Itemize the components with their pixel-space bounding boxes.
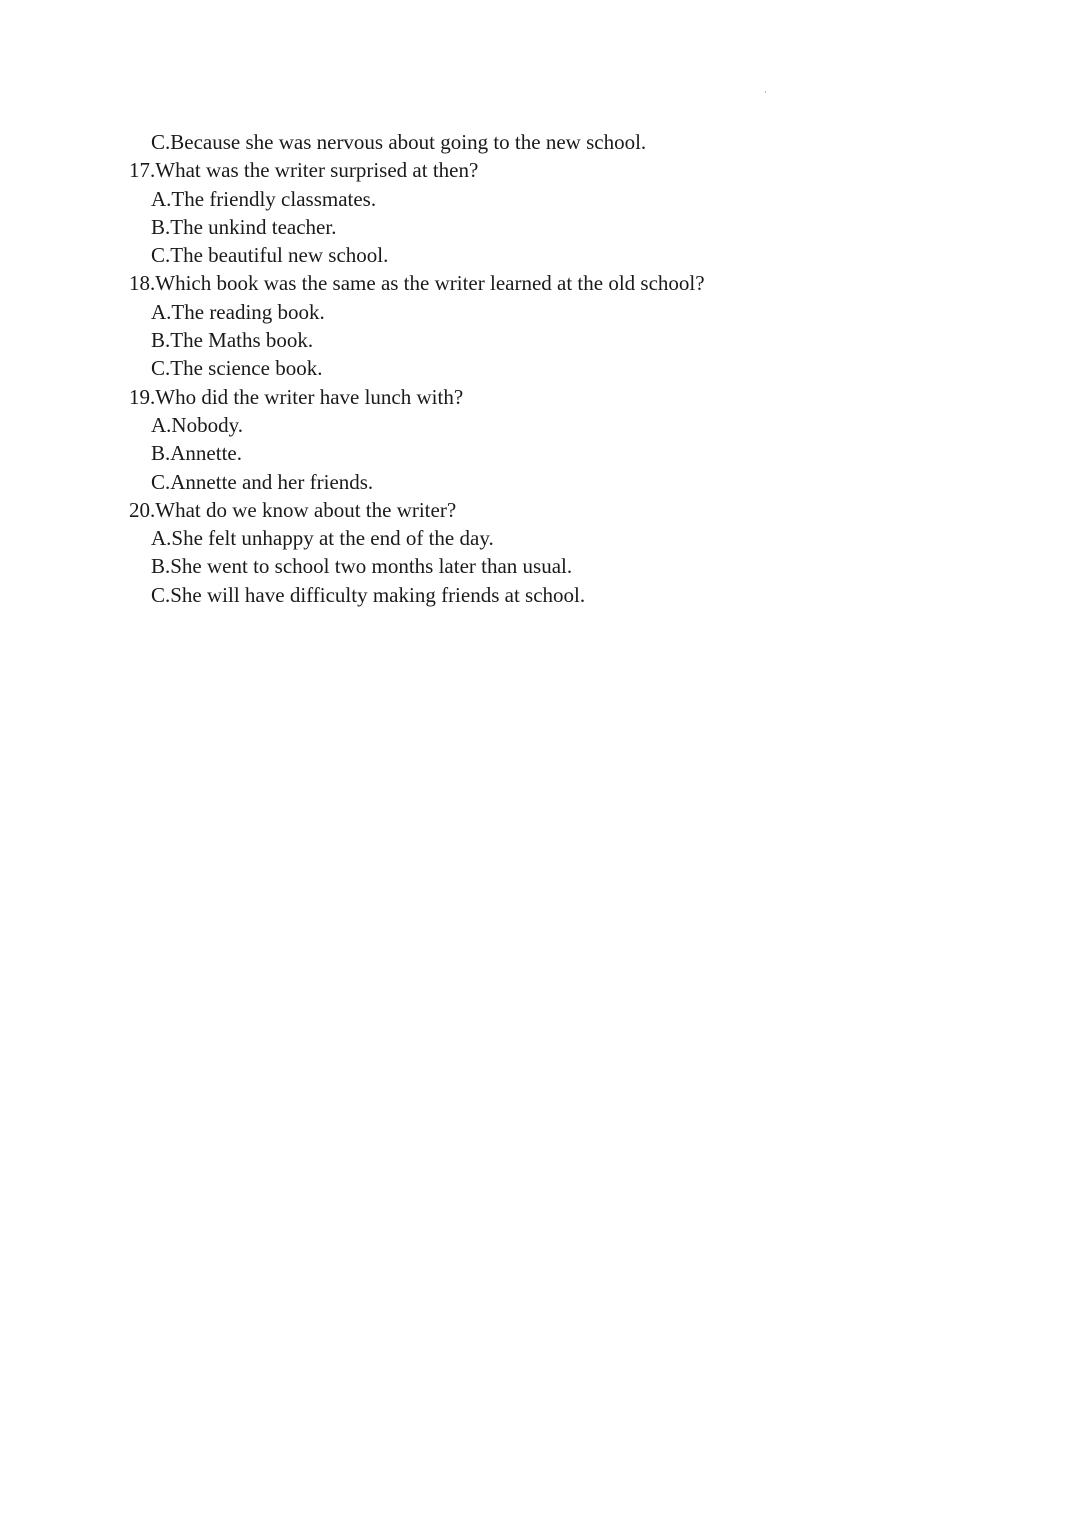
option-18-b: B.The Maths book. [151, 328, 314, 353]
option-20-c: C.She will have difficulty making friends at school. [151, 582, 586, 607]
question-20: 20.What do we know about the writer? [129, 497, 457, 522]
option-20-b: B.She went to school two months later than usual. [151, 554, 573, 579]
option-20-a: A.She felt unhappy at the end of the day. [151, 526, 494, 551]
scan-speck [765, 91, 766, 93]
option-19-c: C.Annette and her friends. [151, 469, 374, 494]
option-16-c: C.Because she was nervous about going to the new school. [151, 130, 647, 154]
option-17-c: C.The beautiful new school. [151, 243, 389, 268]
question-18: 18.Which book was the same as the writer learned at the old school? [129, 271, 705, 296]
option-19-b: B.Annette. [151, 441, 242, 466]
option-18-a: A.The reading book. [151, 299, 325, 324]
option-17-a: A.The friendly classmates. [151, 186, 377, 211]
option-19-a: A.Nobody. [151, 412, 243, 437]
option-17-b: B.The unkind teacher. [151, 214, 337, 239]
question-17: 17.What was the writer surprised at then? [129, 158, 479, 183]
question-19: 19.Who did the writer have lunch with? [129, 384, 464, 409]
option-18-c: C.The science book. [151, 356, 323, 381]
question-list [0, 128, 1080, 609]
